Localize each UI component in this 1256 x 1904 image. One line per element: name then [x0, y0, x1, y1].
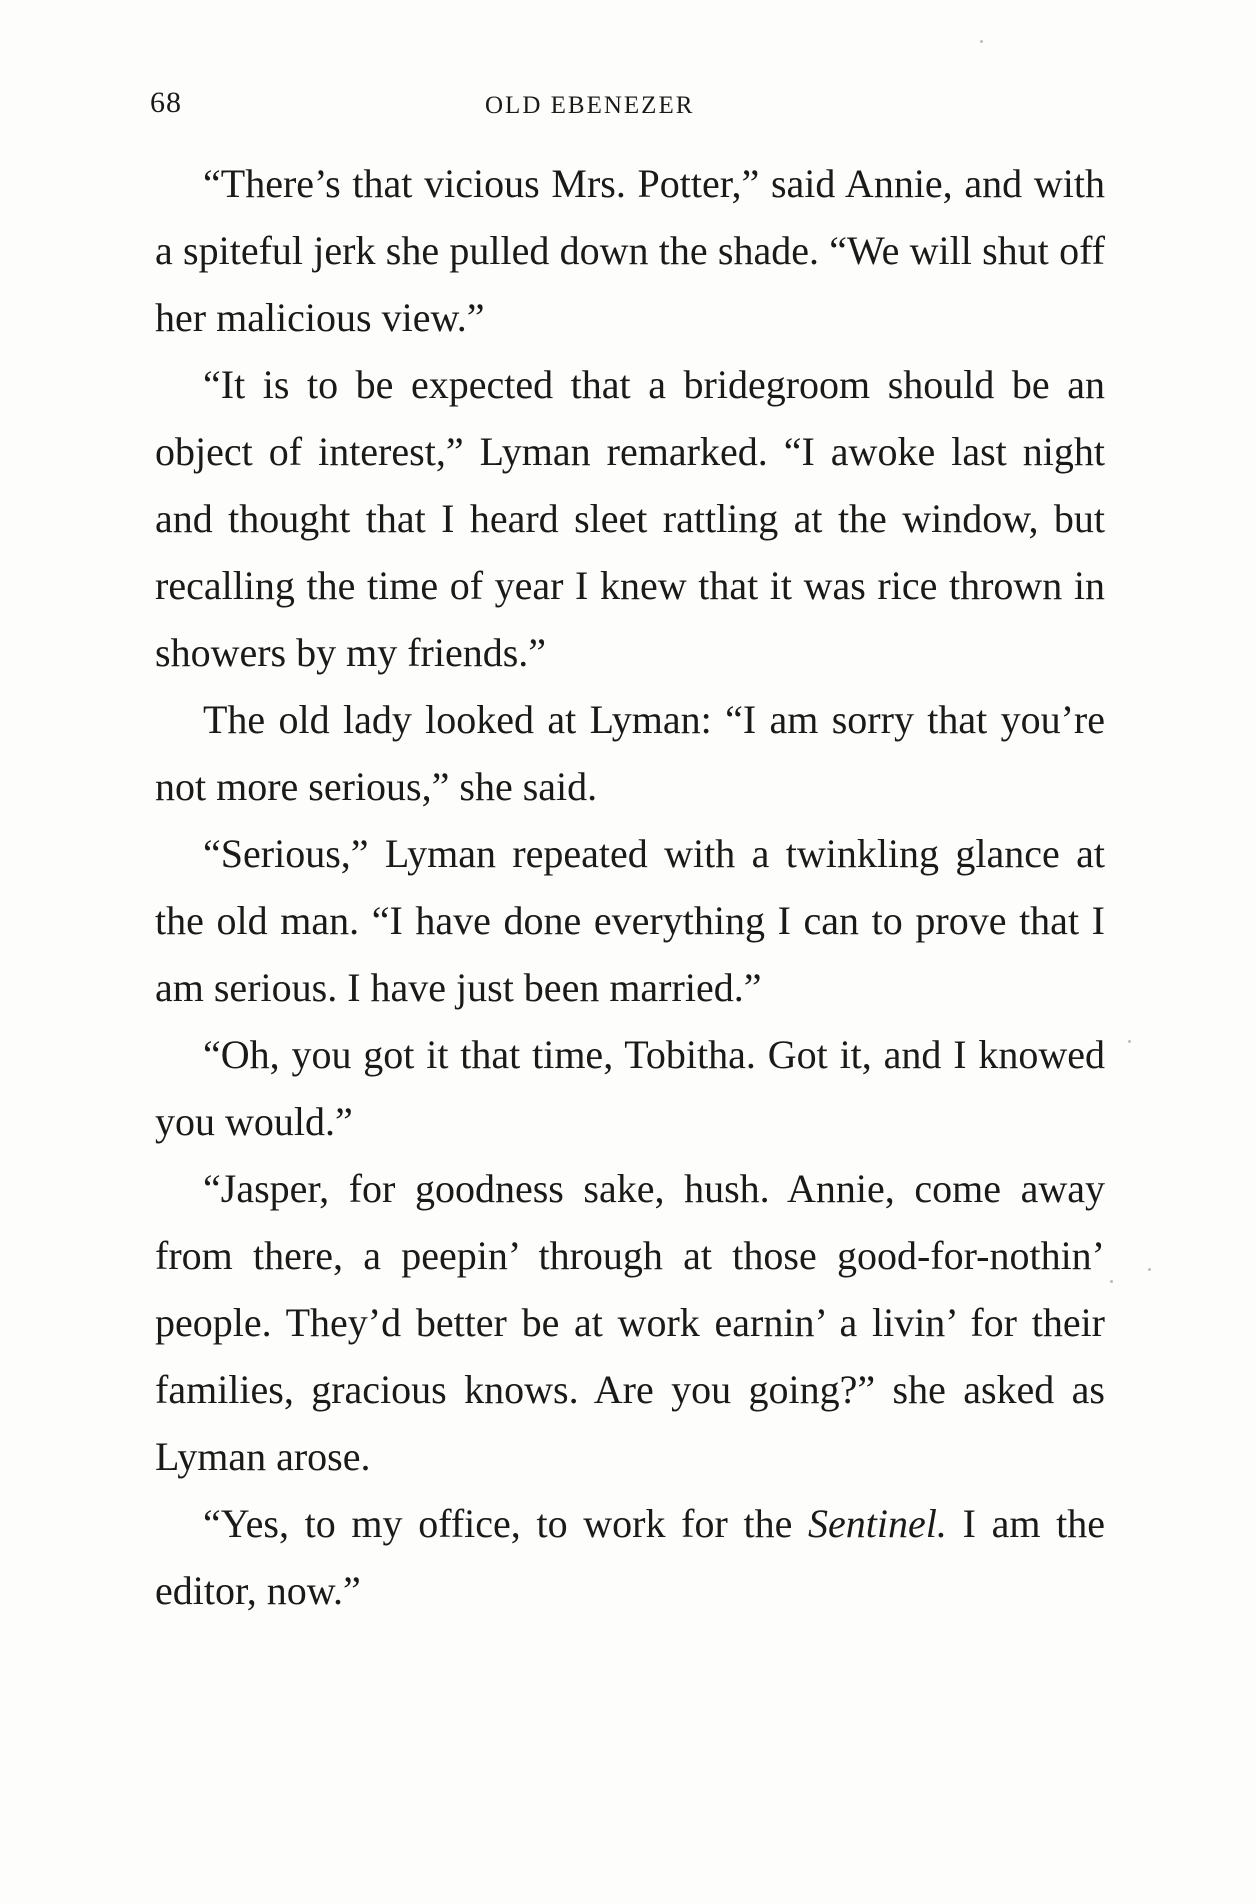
paper-speck [1148, 1268, 1151, 1271]
paragraph: The old lady looked at Lyman: “I am sorry that you’re not more serious,” she said. [155, 697, 1105, 809]
paper-speck [1110, 1280, 1113, 1283]
paper-speck [980, 40, 983, 43]
paragraph: “Serious,” Lyman repeated with a twinkling glance at the old man. “I have done everything I can to prove that I am serious. I have just been married.” [155, 831, 1105, 1010]
body-text [155, 150, 1105, 1624]
page-number: 68 [150, 86, 182, 119]
paragraph: “There’s that vicious Mrs. Potter,” said Annie, and with a spiteful jerk she pulled down the shade. “We will shut off her malicious view.” [155, 161, 1105, 340]
paragraph: “Jasper, for goodness sake, hush. Annie, come away from there, a peepin’ through at those good-for-nothin’ people. They’d better be at work earnin’ a livin’ for their families, gracious knows. Are you going?” she asked as Lyman arose. [155, 1166, 1105, 1479]
last-paragraph-end: I am the editor, now.” [155, 1501, 1105, 1613]
paragraph: “It is to be expected that a bridegroom should be an object of interest,” Lyman remarked. “I awoke last night and thought that I heard sleet rattling at the window, but recalling the time of year I knew that it was rice thrown in showers by my friends.” [155, 362, 1105, 675]
paragraph-last [155, 1490, 1105, 1624]
last-paragraph-start: “Yes, to my office, to work for the [203, 1501, 809, 1546]
paper-speck [1128, 1040, 1131, 1043]
newspaper-title-italic: Sentinel. [808, 1501, 947, 1546]
page-header [150, 86, 1110, 126]
running-title: OLD EBENEZER [485, 92, 695, 119]
paragraph: “Oh, you got it that time, Tobitha. Got it, and I knowed you would.” [155, 1032, 1105, 1144]
